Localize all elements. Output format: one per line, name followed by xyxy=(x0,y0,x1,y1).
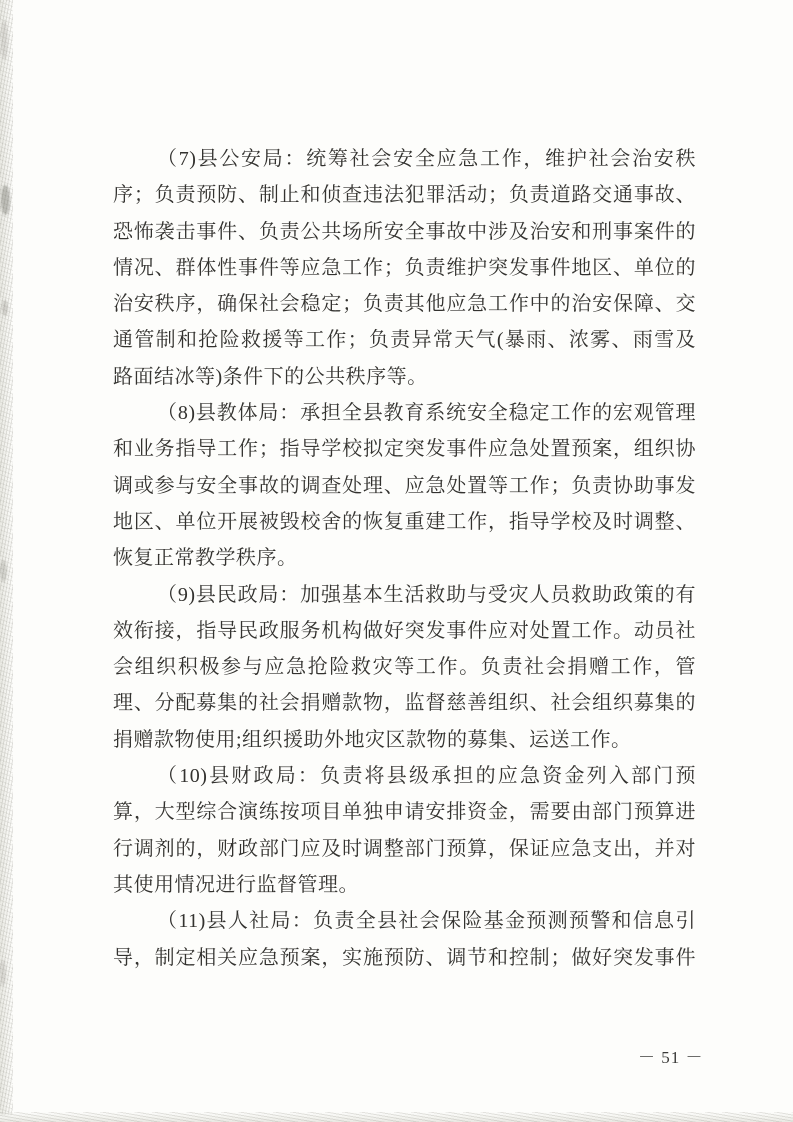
scan-smudge xyxy=(0,960,6,986)
scan-edge-left xyxy=(0,0,13,1122)
text-line: 导，制定相关应急预案，实施预防、调节和控制；做好突发事件 xyxy=(113,946,696,969)
text-line: （7)县公安局：统筹社会安全应急工作，维护社会治安秩 xyxy=(157,148,696,170)
text-line: 其使用情况进行监督管理。 xyxy=(113,873,359,896)
paragraph-item-10 xyxy=(113,758,696,903)
scan-smudge xyxy=(0,560,7,582)
paragraph-item-11 xyxy=(113,903,696,976)
paragraph-item-8 xyxy=(113,395,696,576)
text-line: 和业务指导工作；指导学校拟定突发事件应急处置预案，组织协 xyxy=(113,438,696,461)
text-line: （10)县财政局：负责将县级承担的应急资金列入部门预 xyxy=(157,765,696,788)
scan-edge-right xyxy=(786,0,793,1122)
text-line: 行调剂的，财政部门应及时调整部门预算，保证应急支出，并对 xyxy=(113,837,696,860)
document-body xyxy=(113,141,696,976)
text-line: 通管制和抢险救援等工作；负责异常天气(暴雨、浓雾、雨雪及 xyxy=(113,329,696,352)
paragraph-item-9 xyxy=(113,577,696,758)
scan-smudge xyxy=(1,185,10,215)
text-line: 治安秩序，确保社会稳定；负责其他应急工作中的治安保障、交 xyxy=(113,293,696,316)
text-line: 地区、单位开展被毁校舍的恢复重建工作，指导学校及时调整、 xyxy=(113,510,696,533)
scan-smudge xyxy=(2,300,8,316)
text-line: 序；负责预防、制止和侦查违法犯罪活动；负责道路交通事故、 xyxy=(113,184,696,207)
text-line: （8)县教体局：承担全县教育系统安全稳定工作的宏观管理 xyxy=(157,402,696,425)
text-line: 路面结冰等)条件下的公共秩序等。 xyxy=(113,365,428,388)
text-line: 恐怖袭击事件、负责公共场所安全事故中涉及治安和刑事案件的 xyxy=(113,220,696,243)
text-line: 理、分配募集的社会捐赠款物，监督慈善组织、社会组织募集的 xyxy=(113,692,696,715)
text-line: 会组织积极参与应急抢险救灾等工作。负责社会捐赠工作，管 xyxy=(113,656,696,679)
text-line: 调或参与安全事故的调查处理、应急处置等工作；负责协助事发 xyxy=(113,474,696,497)
paragraph-item-7 xyxy=(113,141,696,395)
page-number: － 51 － xyxy=(638,1048,704,1067)
text-line: 捐赠款物使用;组织援助外地灾区款物的募集、运送工作。 xyxy=(113,728,632,751)
text-line: 算，大型综合演练按项目单独申请安排资金，需要由部门预算进 xyxy=(113,801,696,824)
text-line: （9)县民政局：加强基本生活救助与受灾人员救助政策的有 xyxy=(157,583,696,606)
text-line: （11)县人社局：负责全县社会保险基金预测预警和信息引 xyxy=(157,910,696,933)
scan-smudge xyxy=(1,20,8,60)
text-line: 情况、群体性事件等应急工作；负责维护突发事件地区、单位的 xyxy=(113,256,696,279)
text-line: 恢复正常教学秩序。 xyxy=(113,547,298,570)
text-line: 效衔接，指导民政服务机构做好突发事件应对处置工作。动员社 xyxy=(113,619,696,642)
scan-edge-bottom xyxy=(0,1112,793,1122)
